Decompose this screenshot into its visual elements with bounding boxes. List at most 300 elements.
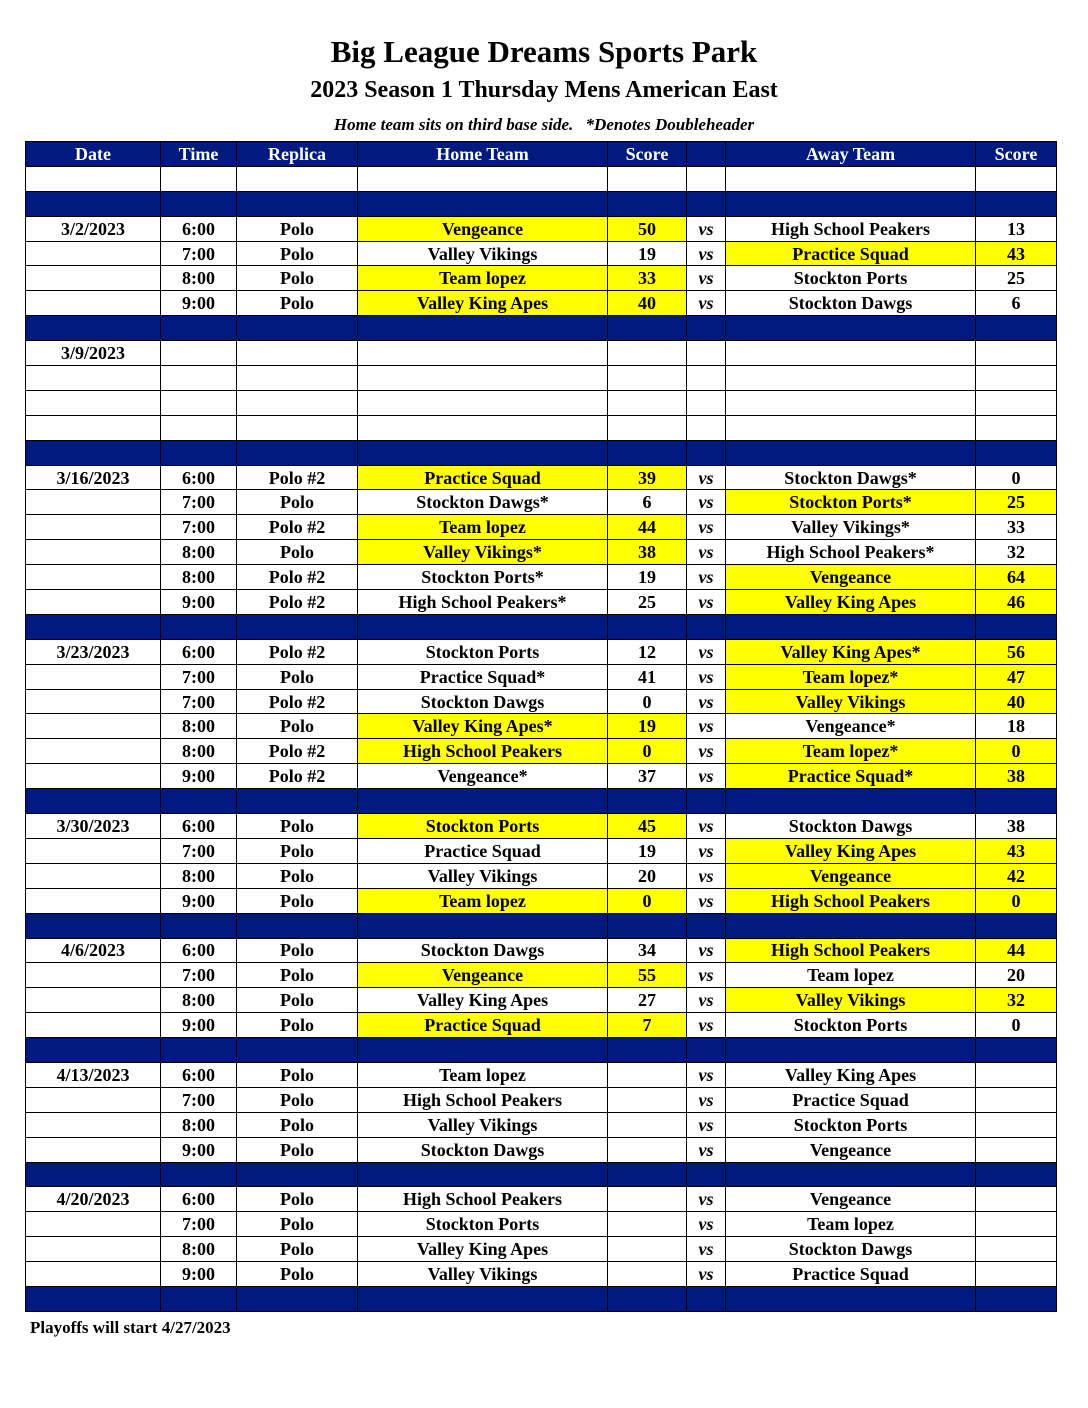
time-cell: 9:00 — [161, 590, 237, 615]
date-cell: 4/13/2023 — [26, 1062, 161, 1087]
away-team-cell: Practice Squad — [726, 1262, 976, 1287]
game-row — [26, 465, 1057, 490]
away-score-cell: 64 — [976, 565, 1057, 590]
away-score-cell — [976, 1038, 1057, 1063]
away-team-cell: Stockton Dawgs — [726, 814, 976, 839]
field-cell: Polo — [237, 266, 358, 291]
field-cell: Polo — [237, 1062, 358, 1087]
vs-cell: vs — [687, 1262, 726, 1287]
away-score-cell: 20 — [976, 963, 1057, 988]
home-team-cell: Stockton Ports — [358, 1212, 608, 1237]
away-team-cell — [726, 614, 976, 639]
away-score-cell — [976, 341, 1057, 366]
home-score-cell — [608, 1087, 687, 1112]
away-team-cell — [726, 366, 976, 391]
doubleheader-note: *Denotes Doubleheader — [585, 115, 755, 134]
home-score-cell — [608, 1112, 687, 1137]
home-team-cell — [358, 913, 608, 938]
vs-cell: vs — [687, 1237, 726, 1262]
time-cell: 7:00 — [161, 1212, 237, 1237]
home-team-cell: Valley Vikings* — [358, 540, 608, 565]
home-score-cell — [608, 1286, 687, 1311]
field-cell — [237, 1162, 358, 1187]
game-row — [26, 714, 1057, 739]
separator-row — [26, 789, 1057, 814]
time-cell — [161, 913, 237, 938]
home-team-cell — [358, 614, 608, 639]
vs-cell: vs — [687, 639, 726, 664]
home-score-cell: 19 — [608, 565, 687, 590]
time-cell — [161, 1162, 237, 1187]
time-cell: 7:00 — [161, 963, 237, 988]
game-row — [26, 216, 1057, 241]
away-score-cell: 0 — [976, 465, 1057, 490]
home-team-cell — [358, 341, 608, 366]
game-row — [26, 241, 1057, 266]
away-team-cell — [726, 913, 976, 938]
away-score-cell — [976, 1087, 1057, 1112]
home-team-cell: Valley King Apes* — [358, 714, 608, 739]
home-team-cell: Practice Squad — [358, 1013, 608, 1038]
away-team-cell: Valley Vikings — [726, 689, 976, 714]
game-row — [26, 664, 1057, 689]
field-cell: Polo — [237, 216, 358, 241]
away-team-cell: Stockton Dawgs* — [726, 465, 976, 490]
home-score-cell — [608, 614, 687, 639]
date-cell — [26, 1262, 161, 1287]
time-cell: 7:00 — [161, 241, 237, 266]
home-team-cell — [358, 789, 608, 814]
game-row — [26, 838, 1057, 863]
field-cell — [237, 1038, 358, 1063]
time-cell: 6:00 — [161, 938, 237, 963]
home-team-cell: Stockton Ports* — [358, 565, 608, 590]
field-cell — [237, 316, 358, 341]
away-team-cell: Stockton Dawgs — [726, 1237, 976, 1262]
away-team-cell: Vengeance — [726, 1137, 976, 1162]
game-row — [26, 1062, 1057, 1087]
home-team-cell — [358, 390, 608, 415]
home-score-cell: 38 — [608, 540, 687, 565]
field-cell: Polo — [237, 863, 358, 888]
vs-cell: vs — [687, 565, 726, 590]
field-cell: Polo #2 — [237, 565, 358, 590]
time-cell — [161, 191, 237, 216]
away-team-cell: Stockton Ports — [726, 1112, 976, 1137]
home-score-cell — [608, 390, 687, 415]
away-score-cell: 33 — [976, 515, 1057, 540]
time-cell — [161, 1286, 237, 1311]
away-team-cell: Vengeance — [726, 1187, 976, 1212]
vs-cell: vs — [687, 291, 726, 316]
home-score-cell: 0 — [608, 888, 687, 913]
col-header-home-team: Home Team — [358, 142, 608, 167]
home-team-cell: Team lopez — [358, 266, 608, 291]
date-cell — [26, 166, 161, 191]
vs-cell: vs — [687, 938, 726, 963]
away-score-cell: 56 — [976, 639, 1057, 664]
col-header-vs — [687, 142, 726, 167]
home-score-cell: 7 — [608, 1013, 687, 1038]
time-cell: 8:00 — [161, 266, 237, 291]
field-cell — [237, 789, 358, 814]
home-team-cell: Stockton Dawgs — [358, 1137, 608, 1162]
time-cell: 9:00 — [161, 1013, 237, 1038]
game-row — [26, 814, 1057, 839]
col-header-time: Time — [161, 142, 237, 167]
home-score-cell — [608, 1038, 687, 1063]
vs-cell — [687, 789, 726, 814]
col-header-home-score: Score — [608, 142, 687, 167]
date-cell: 4/6/2023 — [26, 938, 161, 963]
home-score-cell: 41 — [608, 664, 687, 689]
date-cell — [26, 888, 161, 913]
away-team-cell: Team lopez — [726, 963, 976, 988]
away-score-cell: 43 — [976, 241, 1057, 266]
field-cell — [237, 913, 358, 938]
col-header-replica: Replica — [237, 142, 358, 167]
date-cell — [26, 191, 161, 216]
game-row — [26, 764, 1057, 789]
date-cell — [26, 614, 161, 639]
vs-cell: vs — [687, 888, 726, 913]
home-score-cell: 25 — [608, 590, 687, 615]
home-score-cell — [608, 1162, 687, 1187]
home-team-cell: Vengeance* — [358, 764, 608, 789]
away-score-cell — [976, 1112, 1057, 1137]
date-cell: 3/2/2023 — [26, 216, 161, 241]
game-row — [26, 490, 1057, 515]
game-row — [26, 1087, 1057, 1112]
date-cell — [26, 1013, 161, 1038]
field-cell: Polo — [237, 714, 358, 739]
field-cell: Polo — [237, 814, 358, 839]
home-score-cell — [608, 1187, 687, 1212]
game-row — [26, 1137, 1057, 1162]
field-cell: Polo — [237, 540, 358, 565]
time-cell: 7:00 — [161, 1087, 237, 1112]
home-score-cell — [608, 366, 687, 391]
time-cell: 6:00 — [161, 639, 237, 664]
home-team-cell: Team lopez — [358, 888, 608, 913]
blank-row — [26, 366, 1057, 391]
home-team-cell — [358, 366, 608, 391]
separator-row — [26, 913, 1057, 938]
time-cell — [161, 789, 237, 814]
home-score-cell — [608, 191, 687, 216]
away-team-cell — [726, 1162, 976, 1187]
vs-cell: vs — [687, 1062, 726, 1087]
time-cell: 8:00 — [161, 988, 237, 1013]
away-score-cell — [976, 390, 1057, 415]
game-row — [26, 1013, 1057, 1038]
field-cell: Polo — [237, 490, 358, 515]
time-cell — [161, 341, 237, 366]
vs-cell: vs — [687, 1137, 726, 1162]
date-cell — [26, 316, 161, 341]
away-team-cell: Stockton Ports — [726, 266, 976, 291]
home-team-cell — [358, 166, 608, 191]
date-cell — [26, 963, 161, 988]
away-score-cell: 42 — [976, 863, 1057, 888]
home-team-cell — [358, 316, 608, 341]
separator-row — [26, 191, 1057, 216]
field-cell — [237, 166, 358, 191]
field-cell: Polo #2 — [237, 590, 358, 615]
time-cell — [161, 415, 237, 440]
home-team-cell: Stockton Dawgs* — [358, 490, 608, 515]
away-team-cell — [726, 440, 976, 465]
away-team-cell: Stockton Ports* — [726, 490, 976, 515]
date-cell — [26, 390, 161, 415]
time-cell — [161, 440, 237, 465]
field-cell — [237, 191, 358, 216]
time-cell: 9:00 — [161, 1137, 237, 1162]
away-score-cell — [976, 789, 1057, 814]
time-cell: 8:00 — [161, 1237, 237, 1262]
date-cell — [26, 1038, 161, 1063]
field-cell — [237, 1286, 358, 1311]
away-team-cell — [726, 390, 976, 415]
date-cell — [26, 241, 161, 266]
away-score-cell: 47 — [976, 664, 1057, 689]
home-score-cell — [608, 1137, 687, 1162]
vs-cell — [687, 316, 726, 341]
date-cell — [26, 664, 161, 689]
game-row — [26, 938, 1057, 963]
game-row — [26, 888, 1057, 913]
vs-cell — [687, 366, 726, 391]
game-row — [26, 565, 1057, 590]
date-cell — [26, 1112, 161, 1137]
away-team-cell — [726, 341, 976, 366]
home-score-cell — [608, 341, 687, 366]
date-cell — [26, 764, 161, 789]
date-cell: 3/23/2023 — [26, 639, 161, 664]
away-score-cell: 38 — [976, 814, 1057, 839]
vs-cell: vs — [687, 1212, 726, 1237]
away-team-cell: Valley Vikings — [726, 988, 976, 1013]
away-score-cell: 13 — [976, 216, 1057, 241]
away-score-cell: 25 — [976, 266, 1057, 291]
away-team-cell — [726, 415, 976, 440]
field-cell: Polo — [237, 1013, 358, 1038]
home-score-cell: 19 — [608, 714, 687, 739]
home-score-cell — [608, 415, 687, 440]
home-score-cell: 6 — [608, 490, 687, 515]
away-score-cell: 0 — [976, 888, 1057, 913]
vs-cell — [687, 440, 726, 465]
away-score-cell: 38 — [976, 764, 1057, 789]
col-header-date: Date — [26, 142, 161, 167]
date-cell — [26, 739, 161, 764]
home-score-cell — [608, 789, 687, 814]
separator-row — [26, 316, 1057, 341]
away-team-cell: Valley King Apes* — [726, 639, 976, 664]
away-team-cell: Stockton Ports — [726, 1013, 976, 1038]
home-score-cell — [608, 1062, 687, 1087]
game-row — [26, 1187, 1057, 1212]
field-cell: Polo — [237, 1212, 358, 1237]
away-score-cell: 6 — [976, 291, 1057, 316]
field-cell: Polo — [237, 963, 358, 988]
time-cell: 9:00 — [161, 1262, 237, 1287]
vs-cell: vs — [687, 216, 726, 241]
field-cell: Polo #2 — [237, 639, 358, 664]
away-team-cell — [726, 789, 976, 814]
home-team-cell: High School Peakers — [358, 1087, 608, 1112]
away-team-cell: Stockton Dawgs — [726, 291, 976, 316]
vs-cell — [687, 415, 726, 440]
game-row — [26, 1237, 1057, 1262]
home-score-cell: 40 — [608, 291, 687, 316]
away-team-cell: Vengeance — [726, 565, 976, 590]
date-cell — [26, 490, 161, 515]
playoffs-note: Playoffs will start 4/27/2023 — [30, 1318, 231, 1337]
vs-cell — [687, 166, 726, 191]
vs-cell: vs — [687, 988, 726, 1013]
home-team-cell — [358, 191, 608, 216]
time-cell: 7:00 — [161, 490, 237, 515]
field-cell: Polo #2 — [237, 515, 358, 540]
home-team-cell — [358, 440, 608, 465]
home-team-cell: Vengeance — [358, 963, 608, 988]
away-team-cell: High School Peakers — [726, 938, 976, 963]
field-cell: Polo — [237, 664, 358, 689]
vs-cell: vs — [687, 664, 726, 689]
home-team-cell: Team lopez — [358, 515, 608, 540]
home-score-cell: 27 — [608, 988, 687, 1013]
time-cell: 8:00 — [161, 540, 237, 565]
vs-cell — [687, 1038, 726, 1063]
vs-cell: vs — [687, 241, 726, 266]
away-team-cell: High School Peakers — [726, 216, 976, 241]
away-team-cell — [726, 1038, 976, 1063]
game-row — [26, 1212, 1057, 1237]
home-team-cell: Stockton Dawgs — [358, 689, 608, 714]
field-cell: Polo #2 — [237, 465, 358, 490]
blank-row — [26, 415, 1057, 440]
away-team-cell: High School Peakers — [726, 888, 976, 913]
time-cell: 8:00 — [161, 1112, 237, 1137]
vs-cell: vs — [687, 590, 726, 615]
home-score-cell: 12 — [608, 639, 687, 664]
field-cell: Polo — [237, 988, 358, 1013]
away-score-cell — [976, 166, 1057, 191]
date-cell: 3/16/2023 — [26, 465, 161, 490]
home-score-cell — [608, 440, 687, 465]
away-team-cell: Valley King Apes — [726, 1062, 976, 1087]
home-team-cell: High School Peakers — [358, 739, 608, 764]
field-cell: Polo — [237, 1087, 358, 1112]
date-cell — [26, 291, 161, 316]
home-score-cell: 39 — [608, 465, 687, 490]
time-cell — [161, 1038, 237, 1063]
away-score-cell — [976, 1162, 1057, 1187]
away-score-cell — [976, 316, 1057, 341]
home-score-cell: 0 — [608, 689, 687, 714]
vs-cell: vs — [687, 1187, 726, 1212]
vs-cell — [687, 390, 726, 415]
time-cell: 7:00 — [161, 664, 237, 689]
time-cell — [161, 614, 237, 639]
away-score-cell: 44 — [976, 938, 1057, 963]
game-row — [26, 689, 1057, 714]
game-row — [26, 639, 1057, 664]
date-cell — [26, 1137, 161, 1162]
away-team-cell: Vengeance — [726, 863, 976, 888]
field-cell — [237, 614, 358, 639]
date-cell — [26, 366, 161, 391]
away-score-cell — [976, 1137, 1057, 1162]
away-team-cell: Team lopez — [726, 1212, 976, 1237]
time-cell: 7:00 — [161, 689, 237, 714]
separator-row — [26, 1286, 1057, 1311]
vs-cell — [687, 614, 726, 639]
field-cell — [237, 341, 358, 366]
away-score-cell: 40 — [976, 689, 1057, 714]
home-score-cell: 37 — [608, 764, 687, 789]
away-score-cell: 0 — [976, 739, 1057, 764]
home-team-cell: Stockton Ports — [358, 639, 608, 664]
field-cell: Polo — [237, 1137, 358, 1162]
home-score-cell — [608, 166, 687, 191]
home-team-cell: Practice Squad — [358, 838, 608, 863]
blank-row — [26, 390, 1057, 415]
away-score-cell — [976, 1187, 1057, 1212]
vs-cell: vs — [687, 1112, 726, 1137]
vs-cell: vs — [687, 838, 726, 863]
away-score-cell — [976, 1262, 1057, 1287]
away-team-cell — [726, 1286, 976, 1311]
time-cell: 9:00 — [161, 888, 237, 913]
date-cell — [26, 1237, 161, 1262]
away-score-cell — [976, 191, 1057, 216]
vs-cell — [687, 913, 726, 938]
col-header-away-score: Score — [976, 142, 1057, 167]
home-score-cell — [608, 1212, 687, 1237]
time-cell: 8:00 — [161, 739, 237, 764]
date-cell — [26, 689, 161, 714]
date-cell: 4/20/2023 — [26, 1187, 161, 1212]
away-team-cell: Team lopez* — [726, 739, 976, 764]
away-score-cell — [976, 1237, 1057, 1262]
home-team-cell — [358, 1286, 608, 1311]
date-cell — [26, 1286, 161, 1311]
home-team-cell: Valley Vikings — [358, 241, 608, 266]
time-cell: 6:00 — [161, 216, 237, 241]
game-row — [26, 1112, 1057, 1137]
away-score-cell: 25 — [976, 490, 1057, 515]
time-cell — [161, 390, 237, 415]
date-cell — [26, 440, 161, 465]
field-cell: Polo — [237, 888, 358, 913]
home-team-note: Home team sits on third base side. — [333, 115, 574, 134]
field-cell — [237, 390, 358, 415]
home-team-cell: Valley Vikings — [358, 1112, 608, 1137]
home-score-cell — [608, 1262, 687, 1287]
date-cell — [26, 540, 161, 565]
date-cell: 3/30/2023 — [26, 814, 161, 839]
field-cell — [237, 440, 358, 465]
away-score-cell — [976, 1286, 1057, 1311]
away-score-cell — [976, 1212, 1057, 1237]
field-cell: Polo — [237, 838, 358, 863]
field-cell: Polo — [237, 1187, 358, 1212]
field-cell: Polo #2 — [237, 764, 358, 789]
away-score-cell: 32 — [976, 988, 1057, 1013]
away-team-cell: Practice Squad — [726, 1087, 976, 1112]
